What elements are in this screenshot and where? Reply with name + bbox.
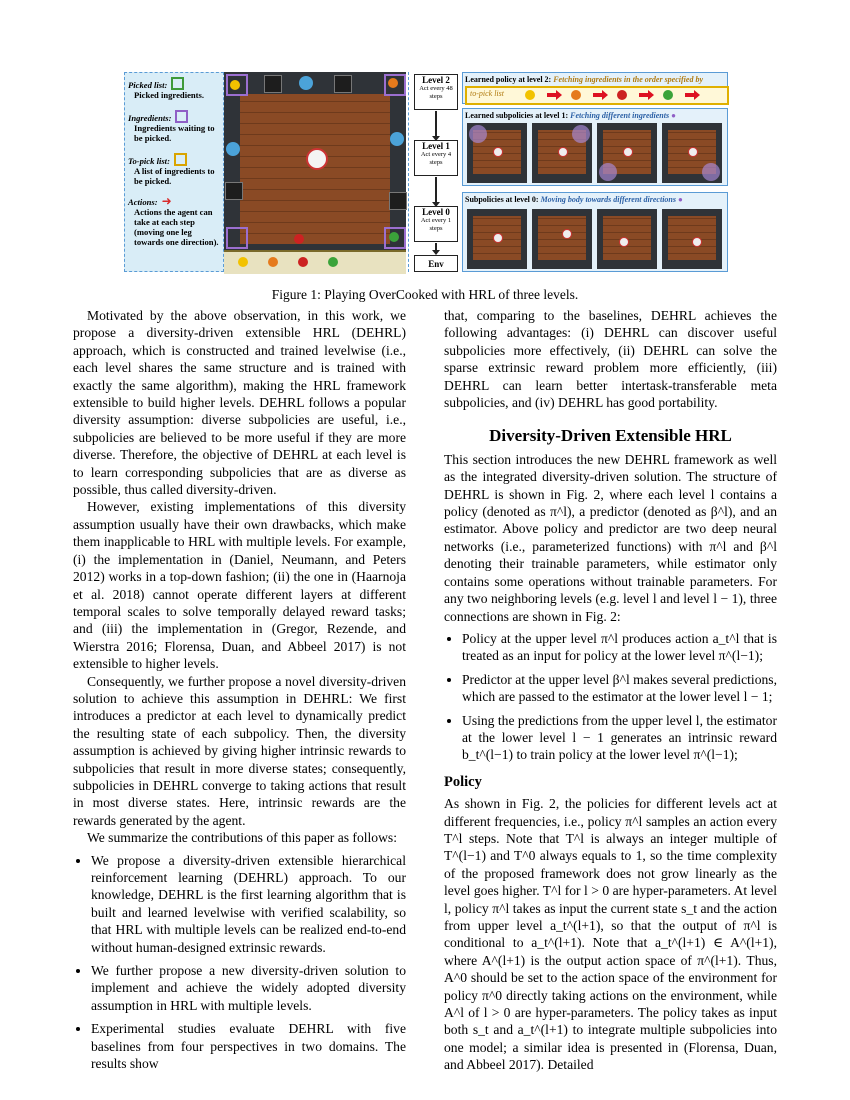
lemon-icon (238, 257, 248, 267)
subpolicy-thumbnail (597, 209, 657, 269)
paragraph: Consequently, we further propose a novel diversity-driven solution to achieve this assumption in DEHRL: We first introduces a predictor at each level to dynamically predict the resulting state of each subpolicy. Then, the diversity assumption is achieved by giving higher intrinsic rewards to subpolicies that result in more diverse states; consequently, subpolicies in DEHRL converge to taking actions that result in most diverse states. Here, intrinsic rewards are the rewards generated by the agent. (73, 673, 406, 828)
down-arrow-icon (435, 243, 437, 251)
red-arrow-icon (639, 93, 649, 97)
legend-actions-title: Actions: (128, 197, 158, 207)
level-step: Act every 1 steps (420, 217, 452, 232)
list-item: • We propose a diversity-driven extensible hierarchical reinforcement learning (DEHRL) approach. To our knowledge, DEHRL is the first learning algorithm that is built and learned levelwise with verified scalability, so that HRL with multiple levels can be realized end-to-end without human-designed extrinsic rewards. (91, 852, 406, 956)
panel-desc: Fetching ingredients in the order specified by (553, 75, 703, 84)
section-heading: Diversity-Driven Extensible HRL (489, 426, 732, 446)
level-name: Level 1 (422, 141, 450, 151)
subpolicy-thumbnail (597, 123, 657, 183)
legend-ingredients-desc: Ingredients waiting to be picked. (134, 123, 215, 143)
panel-desc: Moving body towards different directions (540, 195, 676, 204)
purple-dot-icon: ● (677, 195, 683, 204)
subpolicy-thumbnail (532, 209, 592, 269)
panel-level-1 (462, 108, 728, 186)
subpolicy-thumbnail (662, 123, 722, 183)
level-name: Level 0 (422, 207, 450, 217)
legend-picked-desc: Picked ingredients. (134, 90, 205, 100)
to-pick-list-row (465, 86, 729, 105)
lettuce-icon (389, 232, 399, 242)
red-arrow-icon: ➜ (161, 194, 172, 208)
legend-picked-title: Picked list: (128, 80, 168, 90)
panel-level-2 (462, 72, 728, 104)
lemon-icon (525, 90, 535, 100)
level-2-box (414, 74, 458, 110)
connections-list (444, 630, 777, 764)
list-item: • Predictor at the upper level β^l makes several predictions, which are passed to the estimator at the lower level l − 1; (462, 671, 777, 706)
red-arrow-icon (685, 93, 695, 97)
subpolicy-thumbnail (467, 123, 527, 183)
green-square-icon (171, 77, 184, 90)
tomato-icon (298, 257, 308, 267)
env-box (414, 255, 458, 272)
paragraph: As shown in Fig. 2, the policies for different levels act at different frequencies, i.e., policy π^l samples an action every T^l steps. Note that T^l is always an integer multiple of T^(l−1) and T^0 always equals to 1, so the time complexity of the proposed framework does not grow linearly as the level goes higher. T^l for l > 0 are hyper-parameters. At level l, policy π^l takes as input the current state s_t and the action from upper level a_t^(l+1), so that the output of π^l is conditional to a_t^(l+1). Note that a_t^(l+1) ∈ A^(l+1), where A^(l+1) is the output action space of π^(l+1). Thus, A^0 should be set to the action space of the environment for policy π^0 directly taking actions on the environment, while A^l of l > 0 are hyper-parameters. The policy takes as input both s_t and a_t^(l+1) to integrate multiple subpolicies into one model; a similar idea is presented in (Florensa, Duan, and Abbeel 2017). Detailed (444, 796, 777, 1073)
paragraph: However, existing implementations of this diversity assumption usually have their own drawbacks, which make them inapplicable to HRL with multiple levels. For example, (i) the implementation in (Daniel, Neumann, and Peters 2012) works in a top-down fashion; (ii) the one in (Haarnoja et al. 2018) cannot operate different layers at different temporal scales to solve temporally delayed reward tasks; and (iii) the implementation in (Gregor, Rezende, and Wierstra 2016; Florensa, Duan, and Abbeel 2017) is not extensible to higher levels. (73, 499, 406, 672)
contributions-list (73, 852, 406, 1073)
stove-icon (264, 75, 282, 93)
tomato-icon (617, 90, 627, 100)
panel-label: Learned policy at level 2: (465, 75, 552, 84)
red-arrow-icon (593, 93, 603, 97)
legend-actions-desc: Actions the agent can take at each step (moving one leg towards one direction). (134, 207, 219, 247)
purple-square-icon (175, 110, 188, 123)
stove-icon (225, 182, 243, 200)
carrot-icon (571, 90, 581, 100)
ingredient-highlight (226, 74, 248, 96)
lettuce-icon (328, 257, 338, 267)
level-name: Level 2 (422, 75, 450, 85)
down-arrow-icon (435, 111, 437, 137)
right-column (444, 307, 777, 1074)
paragraph: We summarize the contributions of this paper as follows: (87, 830, 397, 846)
figure-caption: Figure 1: Playing OverCooked with HRL of three levels. (271, 287, 579, 302)
pot-icon (299, 76, 313, 90)
carrot-icon (268, 257, 278, 267)
purple-dot-icon: ● (671, 111, 676, 120)
level-step: Act every 48 steps (419, 85, 453, 100)
list-item: • We further propose a new diversity-driven solution to implement and achieve the widely adopted diversity assumption in HRL with multiple levels. (91, 962, 406, 1014)
panel-label: Learned subpolicies at level 1: (465, 111, 569, 120)
to-pick-counter (224, 250, 406, 274)
left-column (73, 307, 406, 1078)
list-item: • Using the predictions from the upper level l, the estimator at the lower level l − 1 generates an intrinsic reward b_t^(l−1) to train policy at the lower level π^(l−1); (462, 712, 777, 764)
legend-ingredients-title: Ingredients: (128, 113, 172, 123)
paragraph: that, comparing to the baselines, DEHRL achieves the following advantages: (i) DEHRL can discover useful subpolicies more effectively, (ii) DEHRL can solve the sparse extrinsic reward problem more efficiently, (iii) DEHRL can learn better intertask-transferable meta subpolicies, and (iv) DEHRL has good portability. (444, 308, 777, 411)
kitchen-scene (224, 72, 406, 272)
subpolicy-thumbnail (467, 209, 527, 269)
level-name: Env (428, 259, 444, 269)
yellow-square-icon (174, 153, 187, 166)
level-1-box (414, 140, 458, 176)
carrot-icon (388, 78, 398, 88)
legend-panel (124, 72, 224, 272)
pot-icon (390, 132, 404, 146)
list-item: • Experimental studies evaluate DEHRL with five baselines from four perspectives in two domains. The results show (91, 1020, 406, 1072)
legend-topick-desc: A list of ingredients to be picked. (134, 166, 215, 186)
chef-agent-icon (306, 148, 328, 170)
ingredient-highlight (226, 227, 248, 249)
subsection-heading: Policy (444, 773, 482, 790)
pot-icon (226, 142, 240, 156)
level-0-box (414, 206, 458, 242)
panel-level-0 (462, 192, 728, 272)
level-step: Act every 4 steps (420, 151, 452, 166)
stove-icon (389, 192, 407, 210)
paragraph: Motivated by the above observation, in this work, we propose a diversity-driven extensible HRL (DEHRL) approach, which is constructed and trained levelwise (i.e., each level shares the same structure and is trained with exactly the same algorithm), making the HRL framework extensible to build higher levels. DEHRL follows a popular diversity assumption: diverse subpolicies are useful, i.e., subpolicies are believed to be more useful if they are more diverse. Therefore, the objective of DEHRL at each level is to learn corresponding subpolicies that are as diverse as possible, thus called diversity-driven. (73, 308, 406, 498)
subpolicy-thumbnail (662, 209, 722, 269)
red-arrow-icon (547, 93, 557, 97)
down-arrow-icon (435, 177, 437, 203)
subpolicy-thumbnail (532, 123, 592, 183)
panel-label: Subpolicies at level 0: (465, 195, 539, 204)
paragraph: This section introduces the new DEHRL framework as well as the integrated diversity-driven solution. The structure of DEHRL is shown in Fig. 2, where each level l contains a policy (denoted as π^l), a predictor (denoted as β^l), and an estimator. Above policy and predictor are two deep neural networks (i.e., parameterized functions) with π^l and β^l denoting their trainable parameters, while estimator only contains some operations without trainable parameters. For any two neighboring levels (e.g. level l and level l − 1), three connections are shown in Fig. 2: (444, 451, 777, 624)
figure-1 (124, 72, 728, 272)
list-item: • Policy at the upper level π^l produces action a_t^l that is treated as an input for policy at the lower level π^(l−1); (462, 630, 777, 665)
tomato-icon (294, 234, 304, 244)
to-pick-label: to-pick list (470, 89, 504, 98)
stove-icon (334, 75, 352, 93)
figure-divider (408, 72, 409, 272)
legend-topick-title: To-pick list: (128, 156, 170, 166)
lettuce-icon (663, 90, 673, 100)
panel-desc: Fetching different ingredients (570, 111, 670, 120)
